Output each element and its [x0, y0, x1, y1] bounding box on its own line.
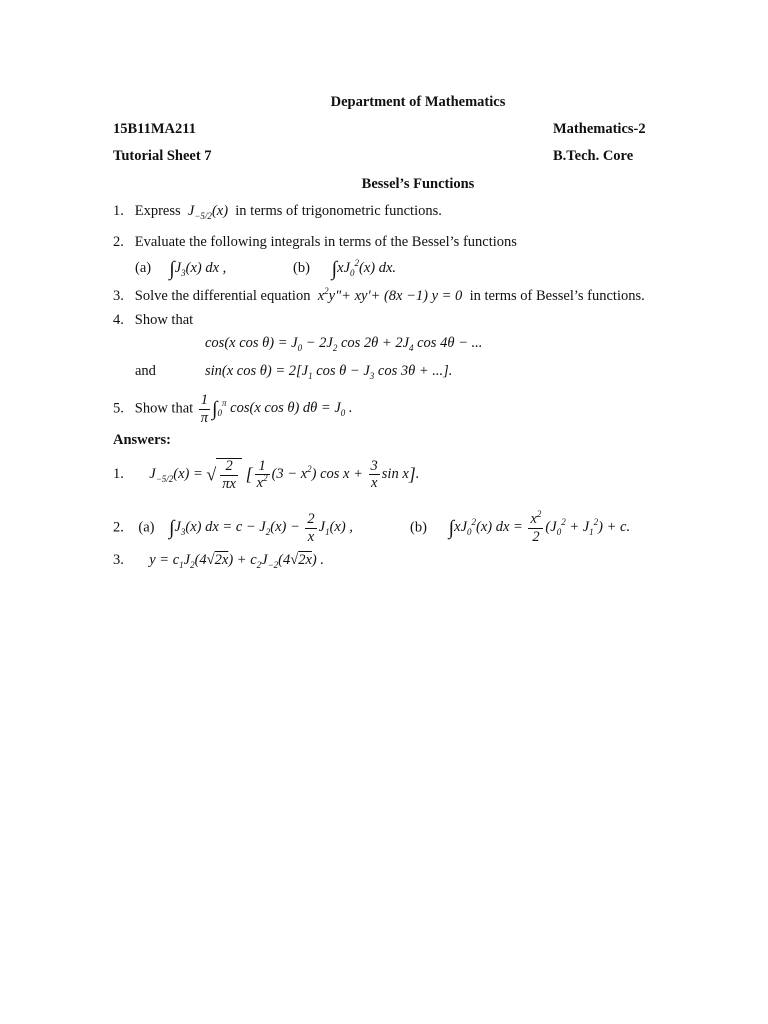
- math-expression: $x^2y"+ xy'+ (8x -1) y = 0$: [317, 286, 463, 304]
- answers-title: Answers:: [113, 432, 171, 448]
- question-number: 3.: [113, 288, 124, 304]
- question-1: [113, 203, 442, 220]
- question-5: [113, 393, 353, 425]
- math-expression: $\int J_3(x)$ dx ,: [169, 258, 227, 280]
- question-text: Evaluate the following integrals in terms of the Bessel’s functions: [134, 234, 517, 250]
- question-number: 5.: [113, 400, 124, 417]
- question-text: in terms of trigonometric functions.: [235, 203, 442, 219]
- question-4: [113, 312, 193, 329]
- question-text: Solve the differential equation: [134, 288, 311, 304]
- math-expression: cos(x $\cos \theta) = J_0 - 2J_2$ $\cos 2\theta + 2J_4$ cos 4θ − ...: [205, 335, 483, 353]
- and-label: and: [135, 363, 156, 379]
- question-number: 4.: [113, 312, 124, 328]
- math-expression: $y = c_1J_2(4√2x) + c_2J_{-2}(4√2x)$ .: [149, 552, 324, 570]
- question-3: [113, 288, 645, 305]
- answer-number: 3.: [113, 552, 124, 568]
- answer-number: 1.: [113, 465, 124, 482]
- topic-title: Bessel’s Functions: [361, 176, 475, 192]
- math-expression: sin(x $\cos \theta) = 2[J_1$ $\cos \theta - J_3$ cos 3θ + ...].: [205, 363, 453, 381]
- sheet-title: Tutorial Sheet 7: [113, 148, 212, 164]
- question-text: Show that: [134, 312, 194, 328]
- part-label: (a): [138, 519, 155, 536]
- answer-2b: [410, 509, 631, 545]
- program-name: B.Tech. Core: [553, 148, 634, 164]
- answer-2: [113, 512, 353, 544]
- question-text: Express: [134, 203, 181, 219]
- part-label: (a): [135, 260, 152, 276]
- math-expression: $J_{-5/2}(x)$ = √ $\frac{2}{\pi x}$ [ $\frac{1}{x^2}$ $(3 - x^2)$ cos x + $\frac{3}{x}$ sin x].: [149, 457, 420, 492]
- math-expression: $\frac{1}{\pi}$ $\int_0^\pi$ cos(x cos θ) $d\theta = J_0$ .: [200, 392, 353, 426]
- math-expression: $\int xJ_0^2(x)$ dx = $\frac{x^2}{2}$ $(J_0^2 + J_1^2) + c$.: [448, 509, 631, 545]
- answer-number: 2.: [113, 519, 124, 536]
- course-code: 15B11MA211: [113, 121, 196, 137]
- department-title: Department of Mathematics: [330, 94, 506, 110]
- part-label: (b): [293, 260, 310, 276]
- question-number: 2.: [113, 234, 124, 250]
- math-expression: $\int J_3(x)$ dx = $c - J_2(x)$ − $\frac{2}{x}$ $J_1(x)$ ,: [168, 511, 353, 545]
- question-text: Show that: [134, 400, 194, 417]
- question-text: in terms of Bessel’s functions.: [469, 288, 645, 304]
- answer-3: [113, 552, 324, 569]
- question-2: [113, 234, 517, 251]
- math-expression: $J_{-5/2}(x)$: [187, 203, 229, 221]
- question-2b: [293, 258, 396, 281]
- part-label: (b): [410, 519, 427, 536]
- answer-1: [113, 458, 419, 491]
- question-number: 1.: [113, 203, 124, 219]
- course-name: Mathematics-2: [553, 121, 646, 137]
- question-2a: [135, 258, 226, 281]
- math-expression: $\int xJ_0^2(x)$ dx.: [331, 258, 397, 280]
